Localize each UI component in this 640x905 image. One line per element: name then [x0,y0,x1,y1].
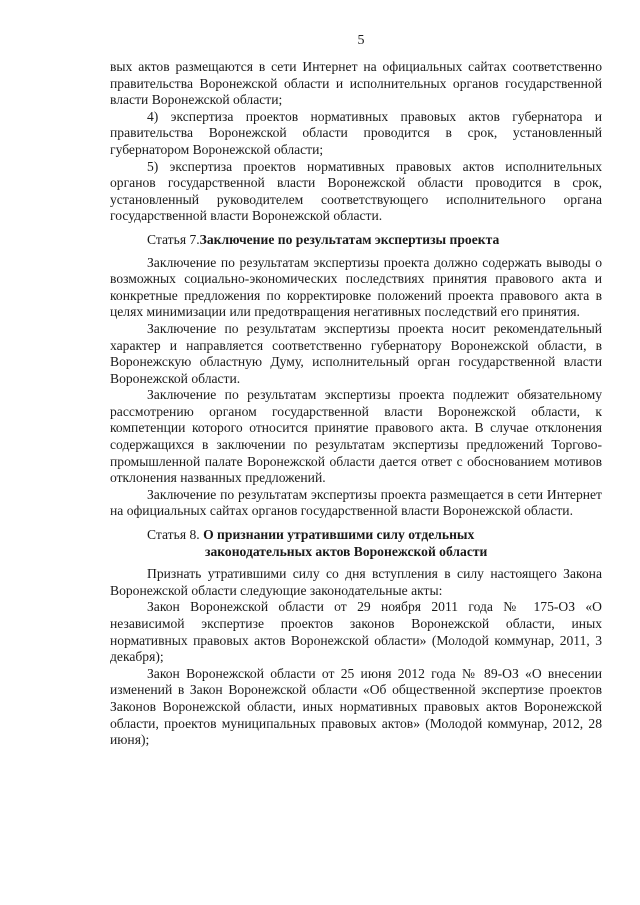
article-7-heading [110,232,602,249]
list-item-5: 5) экспертиза проектов нормативных правовых актов исполнительных органов государственной власти Воронежской области проводится в срок, установленный руководителем соответствующего исполнительного органа государственной власти Воронежской области. [110,158,602,224]
article-7-prefix: Статья 7. [147,231,200,247]
article-7-paragraph: Заключение по результатам экспертизы проекта подлежит обязательному рассмотрению органом государственной власти Воронежской области, к компетенции которого относится принятие правового акта. В случае отклонения содержащихся в заключении по результатам экспертизы предложений Торгово-промышленной палате Воронежской области дается ответ с обоснованием мотивов отклонения названных предложений. [110,387,602,486]
article-8-heading [110,527,602,560]
article-8-title-line2: законодательных актов Воронежской области [205,543,488,559]
article-7-title: Заключение по результатам экспертизы проекта [199,231,500,247]
page-number: 5 [357,33,365,48]
article-8-paragraph: Признать утратившими силу со дня вступления в силу настоящего Закона Воронежской области следующие законодательные акты: [110,566,602,598]
article-7-paragraph: Заключение по результатам экспертизы проекта размещается в сети Интернет на официальных сайтах органов государственной власти Воронежской области. [110,486,602,519]
article-8-paragraph: Закон Воронежской области от 25 июня 2012 года № 89-ОЗ «О внесении изменений в Закон Воронежской области «Об общественной экспертизе проектов Законов Воронежской области, иных нормативных правовых актов Воронежской области, проектов муниципальных правовых актов» (Молодой коммунар, 2012, 28 июня); [110,665,602,748]
article-8-prefix: Статья 8. [147,527,200,543]
article-7-paragraph: Заключение по результатам экспертизы проекта должно содержать выводы о возможных социально-экономических последствиях принятия правового акта и конкретные предложения по корректировке положений проекта правового акта в целях минимизации или предотвращения негативных последствий его принятия. [110,254,602,320]
article-7-paragraph: Заключение по результатам экспертизы проекта носит рекомендательный характер и направляется соответственно губернатору Воронежской области, в Воронежскую областную Думу, исполнительный орган государственной власти Воронежской области. [110,320,602,386]
article-8-title-line1: О признании утратившими силу отдельных [203,527,475,543]
paragraph-continuation: вых актов размещаются в сети Интернет на официальных сайтах соответственно правительства Воронежской области и исполнительных органов государственной власти Воронежской области; [110,59,602,108]
article-8-paragraph: Закон Воронежской области от 29 ноября 2011 года № 175-ОЗ «О независимой экспертизе проектов законов Воронежской области, иных нормативных правовых актов Воронежской области» (Молодой коммунар, 2011, 3 декабря); [110,599,602,665]
list-item-4: 4) экспертиза проектов нормативных правовых актов губернатора и правительства Воронежской области проводится в срок, установленный губернатором Воронежской области; [110,108,602,157]
